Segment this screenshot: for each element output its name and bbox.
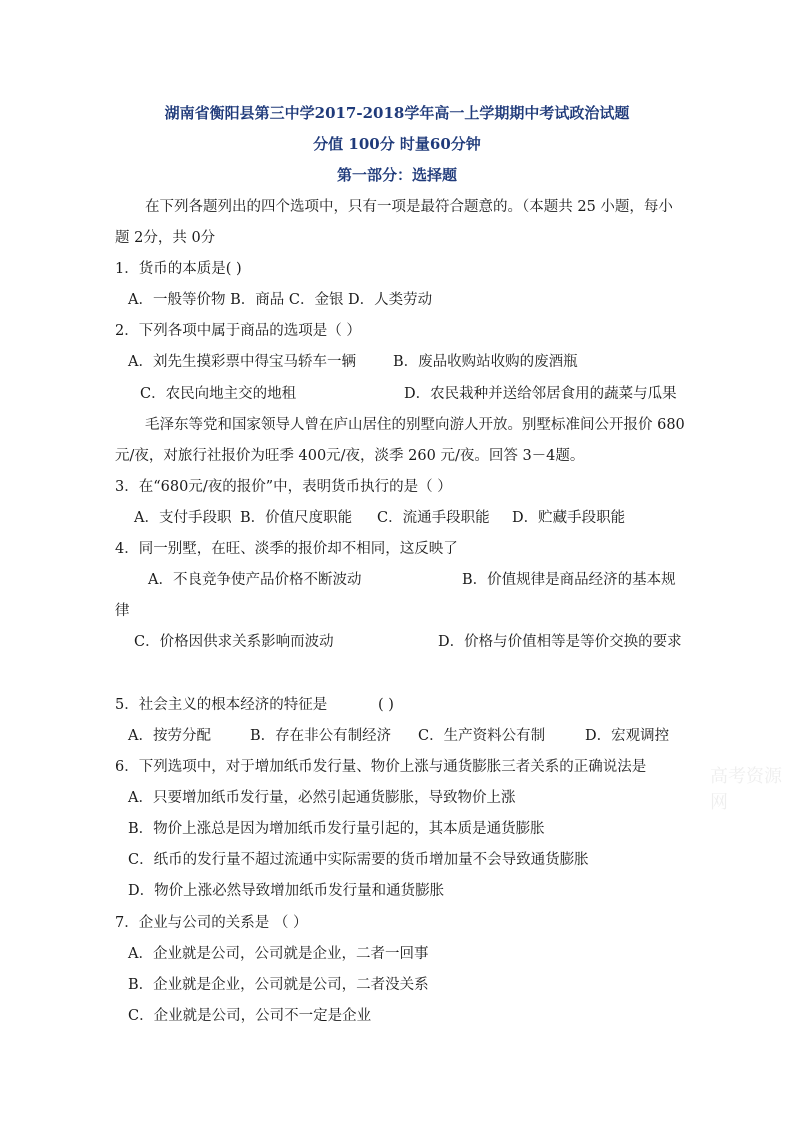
question-4-option-b: B．价值规律是商品经济的基本规 [462, 572, 676, 588]
question-6-option-c: C．纸币的发行量不超过流通中实际需要的货币增加量不会导致通货膨胀 [128, 852, 589, 868]
material-line-1: 毛泽东等党和国家领导人曾在庐山居住的别墅向游人开放。别墅标准间公开报价 680 [145, 417, 685, 433]
section-heading: 第一部分：选择题 [336, 166, 457, 184]
question-4-stem: 4．同一别墅，在旺、淡季的报价却不相同，这反映了 [115, 541, 458, 557]
question-5-option-b: B．存在非公有制经济 [250, 728, 392, 744]
question-2-option-a: A．刘先生摸彩票中得宝马轿车一辆 [128, 354, 356, 370]
question-5-option-c: C．生产资料公有制 [418, 728, 546, 744]
question-4-option-c: C．价格因供求关系影响而波动 [134, 634, 334, 650]
question-5-answer-blank: ( ) [378, 697, 394, 713]
question-7-option-b: B．企业就是企业，公司就是公司，二者没关系 [128, 977, 429, 993]
question-4-option-d: D．价格与价值相等是等价交换的要求 [438, 634, 682, 650]
question-5-stem: 5．社会主义的根本经济的特征是 [115, 697, 328, 713]
question-5-option-d: D．宏观调控 [585, 728, 670, 744]
question-2-option-c: C．农民向地主交的地租 [140, 386, 297, 402]
question-3-option-b: B．价值尺度职能 [240, 510, 353, 526]
question-4-option-a: A．不良竞争使产品价格不断波动 [148, 572, 362, 588]
exam-subtitle: 分值 100分 时量60分钟 [313, 135, 481, 153]
question-3-stem: 3．在“680元/夜的报价”中，表明货币执行的是（ ） [115, 479, 452, 495]
instructions-line-1: 在下列各题列出的四个选项中，只有一项是最符合题意的。（本题共 25 小题，每小 [145, 199, 673, 215]
question-6-option-a: A．只要增加纸币发行量，必然引起通货膨胀，导致物价上涨 [128, 790, 516, 806]
question-7-stem: 7．企业与公司的关系是 （ ） [115, 915, 308, 931]
question-1-stem: 1．货币的本质是( ) [115, 261, 242, 277]
watermark: 高考资源网 [710, 766, 782, 813]
question-6-option-d: D．物价上涨必然导致增加纸币发行量和通货膨胀 [128, 883, 445, 899]
question-2-option-b: B．废品收购站收购的废酒瓶 [393, 354, 578, 370]
question-6-option-b: B．物价上涨总是因为增加纸币发行量引起的，其本质是通货膨胀 [128, 821, 545, 837]
question-3-option-d: D．贮藏手段职能 [512, 510, 626, 526]
question-7-option-c: C．企业就是公司，公司不一定是企业 [128, 1008, 372, 1024]
question-2-stem: 2．下列各项中属于商品的选项是（ ） [115, 323, 361, 339]
question-1-options: A．一般等价物 B．商品 C．金银 D．人类劳动 [128, 292, 433, 308]
material-line-2: 元/夜，对旅行社报价为旺季 400元/夜，淡季 260 元/夜。回答 3－4题。 [115, 448, 585, 464]
question-3-option-c: C．流通手段职能 [377, 510, 490, 526]
question-4-option-b-continued: 律 [115, 603, 130, 619]
question-3-option-a: A．支付手段职 [134, 510, 232, 526]
question-5-option-a: A．按劳分配 [128, 728, 211, 744]
instructions-line-2: 题 2分，共 0分 [115, 230, 216, 246]
question-2-option-d: D．农民栽种并送给邻居食用的蔬菜与瓜果 [404, 386, 677, 402]
question-7-option-a: A．企业就是公司，公司就是企业，二者一回事 [128, 946, 429, 962]
question-6-stem: 6．下列选项中，对于增加纸币发行量、物价上涨与通货膨胀三者关系的正确说法是 [115, 759, 647, 775]
exam-title: 湖南省衡阳县第三中学2017-2018学年高一上学期期中考试政治试题 [164, 104, 630, 122]
